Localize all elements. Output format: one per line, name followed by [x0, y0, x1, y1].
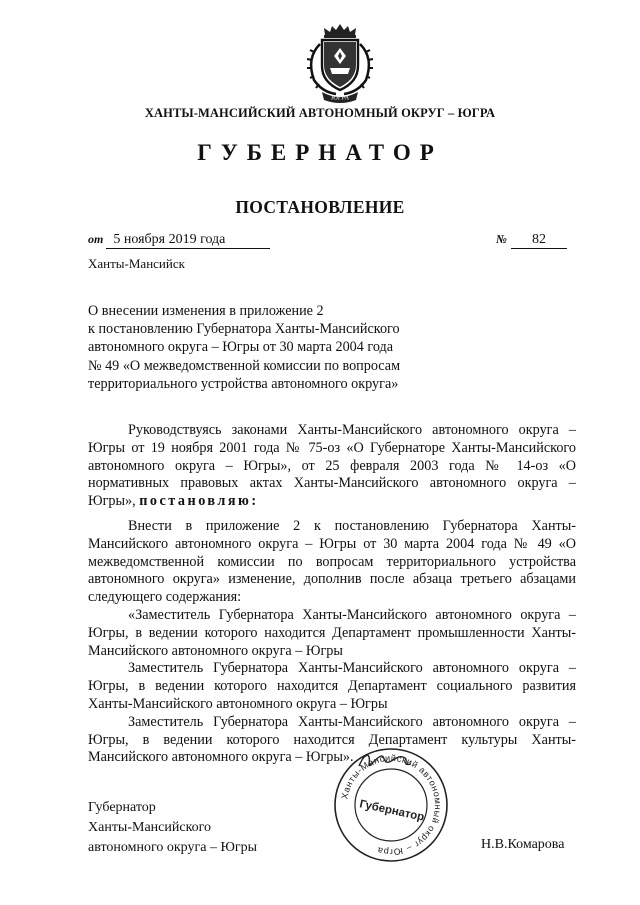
preamble-paragraph	[88, 422, 576, 511]
subject-line: территориального устройства автономного округа»	[88, 375, 399, 392]
document-subject	[88, 302, 468, 393]
handwritten-signature	[355, 748, 415, 774]
signature-line: автономного округа – Югры	[88, 840, 257, 855]
authority-title: ГУБЕРНАТОР	[197, 140, 443, 165]
date-prefix: от	[88, 232, 104, 246]
signature-line: Губернатор	[88, 800, 156, 815]
operative-paragraph: Внести в приложение 2 к постановлению Губернатора Ханты-Мансийского автономного округа – Югры от 30 марта 2004 года № 49 «О межведомственной комиссии по вопросам территориального устройства автономного округа» изменение, дополнив после абзаца третьего абзацами следующего содержания:	[88, 518, 576, 606]
region-title: ХАНТЫ-МАНСИЙСКИЙ АВТОНОМНЫЙ ОКРУГ – ЮГРА	[144, 106, 496, 120]
added-paragraph-2: Заместитель Губернатора Ханты-Мансийского автономного округа – Югры, в ведении которого находится Департамент социального развития Ханты-Мансийского автономного округа – Югры	[88, 660, 576, 712]
subject-line: № 49 «О межведомственной комиссии по вопросам	[88, 357, 401, 374]
subject-line: к постановлению Губернатора Ханты-Мансийского	[88, 321, 400, 338]
document-date: 5 ноября 2019 года	[106, 232, 270, 249]
coat-of-arms-icon	[300, 22, 380, 104]
date-row	[88, 232, 270, 249]
subject-line: О внесении изменения в приложение 2	[88, 303, 324, 319]
signature-block	[88, 798, 257, 858]
emblem-caption: ЮГРА	[331, 94, 349, 102]
decree-word: постановляю:	[139, 493, 259, 510]
number-row	[496, 232, 567, 249]
stamp-ring-text: Ханты-Мансийский автономный округ – Югра	[339, 752, 444, 858]
number-prefix: №	[496, 232, 507, 246]
added-paragraph-3: Заместитель Губернатора Ханты-Мансийского автономного округа – Югры, в ведении которого находится Департамент культуры Ханты-Мансийского автономного округа – Югры».	[88, 713, 576, 766]
document-number: 82	[511, 232, 567, 249]
preamble-text: Руководствуясь законами Ханты-Мансийского автономного округа – Югры от 19 ноября 2001 года № 75-оз «О Губернаторе Ханты-Мансийского автономного округа – Югры», от 25 февраля 2003 года № 14-оз «О нормативных правовых актах Ханты-Мансийского автономного округа – Югры»,	[88, 422, 576, 510]
signer-name: Н.В.Комарова	[481, 837, 565, 852]
operative-section	[88, 518, 576, 767]
subject-line: автономного округа – Югры от 30 марта 2004 года	[88, 339, 394, 356]
city-name: Ханты-Мансийск	[88, 256, 185, 271]
added-paragraph-1: «Заместитель Губернатора Ханты-Мансийского автономного округа – Югры, в ведении которого находится Департамент промышленности Ханты-Мансийского автономного округа – Югры	[88, 606, 576, 659]
document-type-title: ПОСТАНОВЛЕНИЕ	[235, 197, 405, 217]
stamp-center-text: Губернатор	[358, 798, 426, 824]
signature-line: Ханты-Мансийского	[88, 820, 212, 835]
